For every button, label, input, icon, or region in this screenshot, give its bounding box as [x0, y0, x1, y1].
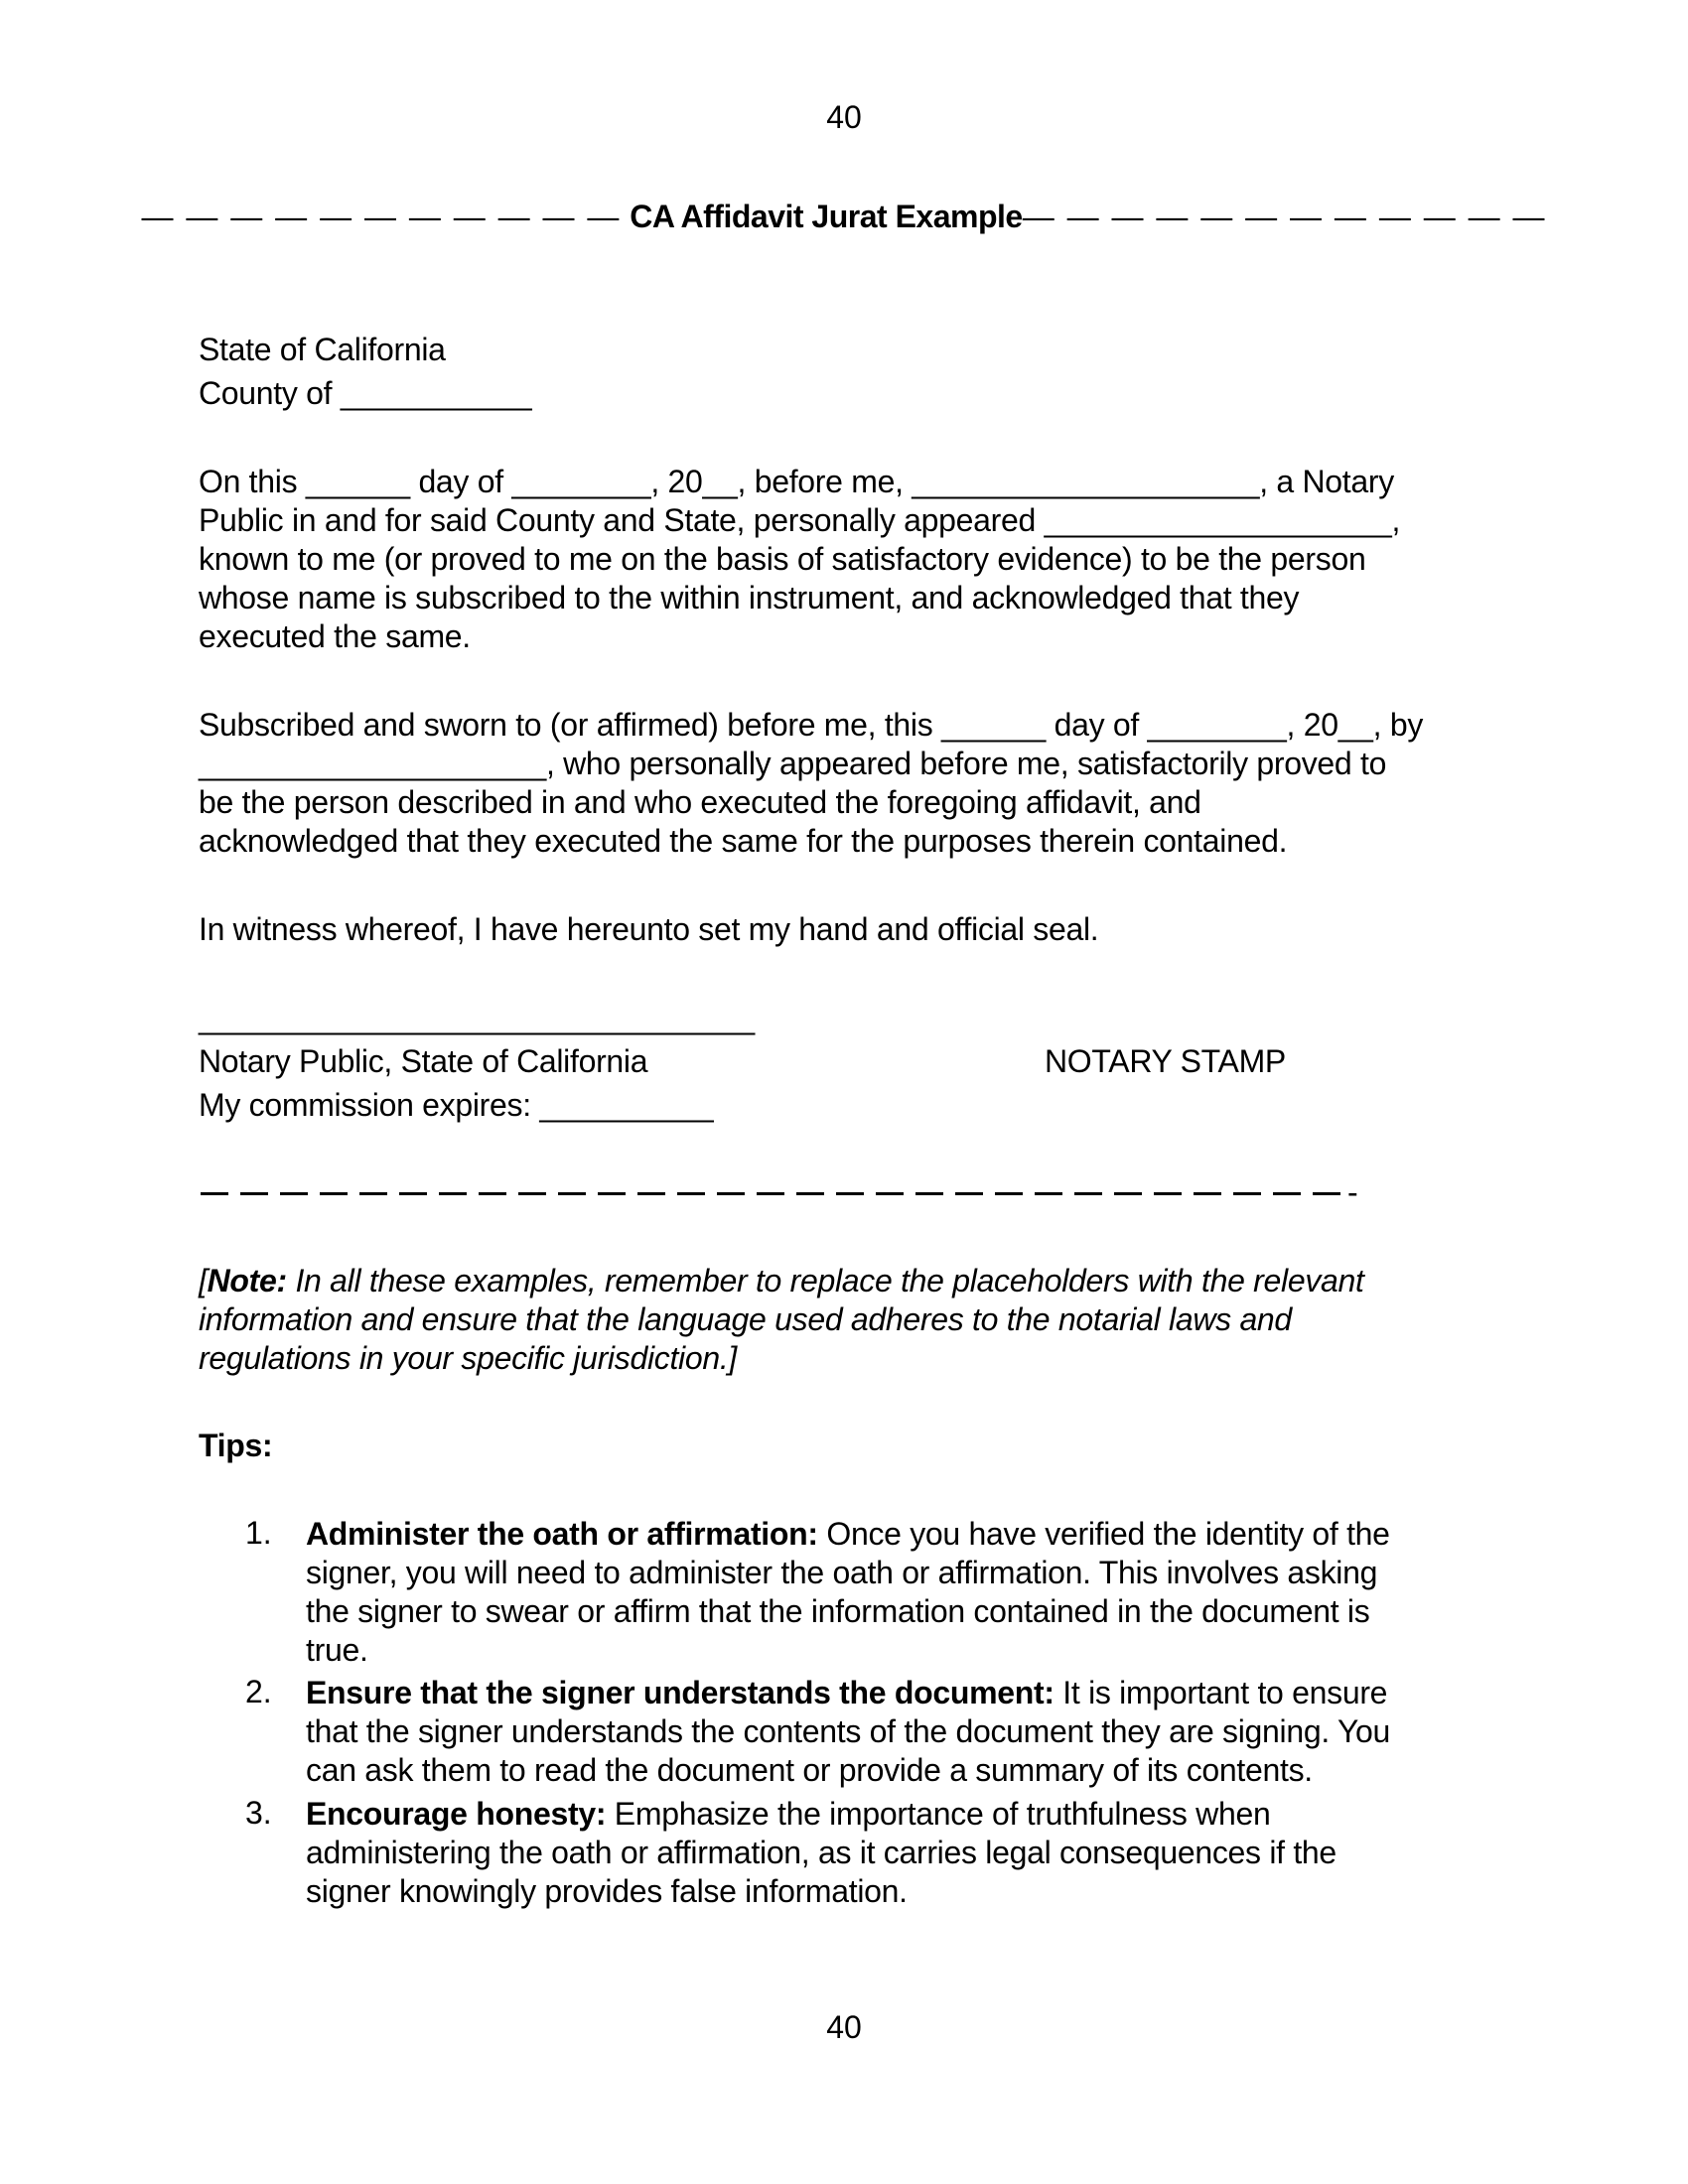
paragraph-line: Subscribed and sworn to (or affirmed) before me, this ______ day of ________, 20__, by: [199, 707, 1424, 743]
list-item-text: It is important to ensure: [1054, 1675, 1388, 1710]
list-line: that the signer understands the contents of the document they are signing. You: [306, 1713, 1391, 1749]
list-item-title: Ensure that the signer understands the document:: [306, 1675, 1055, 1710]
list-line: administering the oath or affirmation, as it carries legal consequences if the: [306, 1835, 1336, 1870]
list-line: signer, you will need to administer the oath or affirmation. This involves asking: [306, 1555, 1378, 1590]
section-title: [0, 199, 1688, 235]
note-line: [199, 1262, 1364, 1300]
note-line: [199, 1339, 737, 1378]
paragraph-line: be the person described in and who executed the foregoing affidavit, and: [199, 784, 1201, 820]
note-label: Note:: [207, 1263, 287, 1298]
list-line: signer knowingly provides false information.: [306, 1873, 908, 1909]
paragraph-line: ____________________, who personally appeared before me, satisfactorily proved to: [199, 746, 1387, 781]
tips-heading: Tips:: [199, 1428, 273, 1463]
list-line: true.: [306, 1632, 368, 1668]
list-line: [306, 1674, 1390, 1712]
note-line: [199, 1300, 1292, 1339]
list-number: 2.: [245, 1674, 272, 1709]
list-line: can ask them to read the document or provide a summary of its contents.: [306, 1752, 1313, 1788]
list-number: 1.: [245, 1515, 272, 1551]
paragraph-line: known to me (or proved to me on the basis of satisfactory evidence) to be the person: [199, 541, 1366, 577]
title-left-dashes: — — — — — — — — — — —: [141, 199, 622, 234]
list-number: 3.: [245, 1795, 272, 1831]
paragraph-line: On this ______ day of ________, 20__, before me, ____________________, a Notary: [199, 464, 1394, 499]
notary-stamp-label: NOTARY STAMP: [1045, 1043, 1286, 1079]
list-item-text: Emphasize the importance of truthfulness when: [606, 1796, 1271, 1832]
dashed-separator: [201, 1192, 1340, 1195]
witness-statement: In witness whereof, I have hereunto set my hand and official seal.: [199, 911, 1099, 947]
commission-expires: My commission expires: __________: [199, 1087, 714, 1123]
paragraph-line: acknowledged that they executed the same for the purposes therein contained.: [199, 823, 1288, 859]
page-number-bottom: 40: [826, 2009, 862, 2045]
paragraph-line: executed the same.: [199, 618, 471, 654]
note-text: information and ensure that the language used adheres to the notarial laws and: [199, 1301, 1292, 1337]
list-line: [306, 1795, 1336, 1834]
note-text: regulations in your specific jurisdiction.]: [199, 1340, 738, 1376]
paragraph-line: whose name is subscribed to the within instrument, and acknowledged that they: [199, 580, 1300, 615]
list-line: [306, 1515, 1390, 1554]
list-line: the signer to swear or affirm that the information contained in the document is: [306, 1593, 1370, 1629]
separator-end: -: [1347, 1174, 1358, 1210]
paragraph-line: Public in and for said County and State, personally appeared ____________________,: [199, 502, 1401, 538]
list-item-text: Once you have verified the identity of the: [817, 1516, 1390, 1552]
note-text: In all these examples, remember to replace the placeholders with the relevant: [286, 1263, 1364, 1298]
notary-label: Notary Public, State of California: [199, 1043, 648, 1079]
venue-county: County of ___________: [199, 375, 532, 411]
list-item-title: Encourage honesty:: [306, 1796, 607, 1832]
list-item-title: Administer the oath or affirmation:: [306, 1516, 818, 1552]
title-right-dashes: — — — — — — — — — — — —: [1022, 199, 1547, 234]
signature-line: ________________________________: [199, 1000, 755, 1035]
venue-state: State of California: [199, 332, 446, 367]
page-number-top: 40: [826, 99, 862, 135]
note-bracket: [: [199, 1263, 208, 1298]
title-text: CA Affidavit Jurat Example: [630, 199, 1023, 234]
